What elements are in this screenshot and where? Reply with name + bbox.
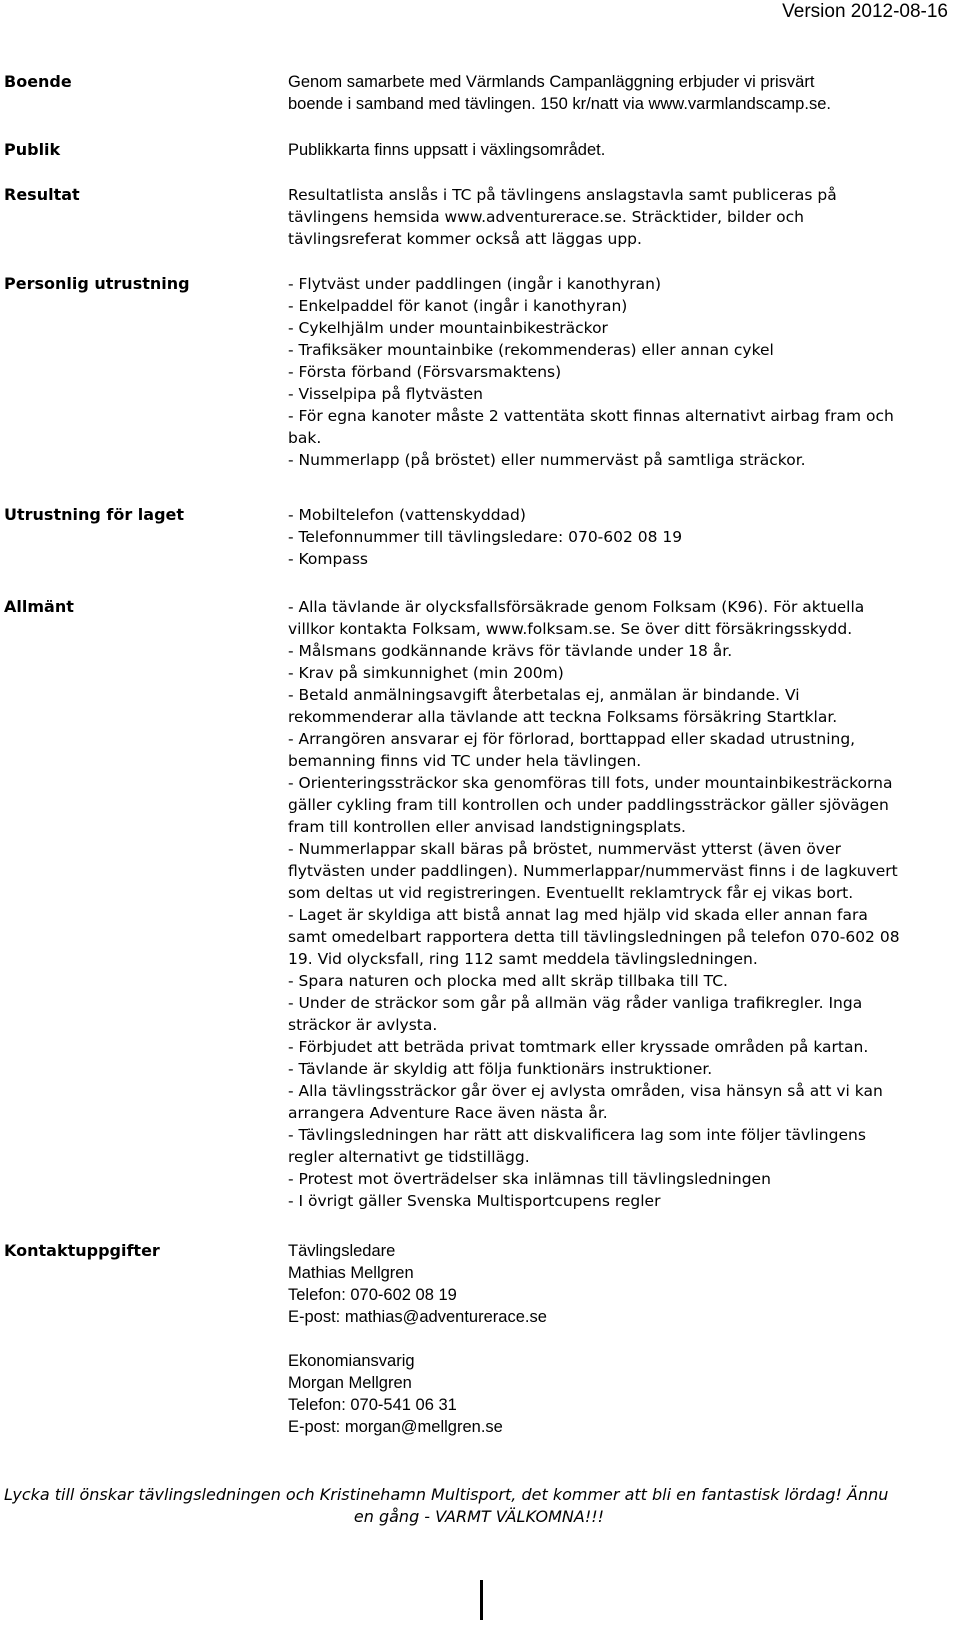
list-item: - Första förband (Försvarsmaktens): [288, 363, 562, 381]
list-item: - I övrigt gäller Svenska Multisportcupens regler: [288, 1192, 661, 1210]
contact-email-leader: E-post: mathias@adventurerace.se: [288, 1308, 547, 1326]
list-item: som deltas ut vid registreringen. Eventuellt reklamtryck får ej vikas bort.: [288, 884, 854, 902]
list-item: fram till kontrollen eller anvisad landstigningsplats.: [288, 818, 686, 836]
list-item: - Alla tävlingssträckor går över ej avlysta områden, visa hänsyn så att vi kan: [288, 1082, 883, 1100]
text-line: tävlingens hemsida www.adventurerace.se. Sträcktider, bilder och: [288, 208, 804, 226]
list-item: - Nummerlappar skall bäras på bröstet, nummerväst ytterst (även över: [288, 840, 841, 858]
list-item: - Orienteringssträckor ska genomföras till fots, under mountainbikesträckorna: [288, 774, 893, 792]
list-item: - Förbjudet att beträda privat tomtmark eller kryssade områden på kartan.: [288, 1038, 869, 1056]
section-label-boende: Boende: [4, 72, 72, 91]
section-content-kontaktuppgifter: [288, 1240, 958, 1438]
list-item: rekommenderar alla tävlande att teckna Folksams försäkring Startklar.: [288, 708, 838, 726]
section-content-resultat: [288, 184, 958, 250]
list-item: - Krav på simkunnighet (min 200m): [288, 664, 564, 682]
section-label-kontaktuppgifter: Kontaktuppgifter: [4, 1241, 160, 1260]
list-item: 19. Vid olycksfall, ring 112 samt meddela tävlingsledningen.: [288, 950, 758, 968]
section-content-boende: [288, 71, 958, 115]
contact-phone-economy: Telefon: 070-541 06 31: [288, 1396, 457, 1414]
list-item: - Enkelpaddel för kanot (ingår i kanothyran): [288, 297, 628, 315]
contact-email-economy: E-post: morgan@mellgren.se: [288, 1418, 503, 1436]
section-content-publik: [288, 139, 958, 161]
list-item: bak.: [288, 429, 322, 447]
contact-title-leader: Tävlingsledare: [288, 1242, 396, 1260]
list-item: - Cykelhjälm under mountainbikesträckor: [288, 319, 608, 337]
spacer: [288, 1328, 958, 1350]
contact-name-economy: Morgan Mellgren: [288, 1374, 412, 1392]
list-item: flytvästen under paddlingen). Nummerlappar/nummerväst finns i de lagkuvert: [288, 862, 898, 880]
list-item: sträckor är avlysta.: [288, 1016, 438, 1034]
list-item: bemanning finns vid TC under hela tävlingen.: [288, 752, 642, 770]
list-item: - Betald anmälningsavgift återbetalas ej, anmälan är bindande. Vi: [288, 686, 800, 704]
closing-message: [4, 1484, 954, 1528]
contact-phone-leader: Telefon: 070-602 08 19: [288, 1286, 457, 1304]
text-line: Genom samarbete med Värmlands Campanläggning erbjuder vi prisvärt: [288, 73, 815, 91]
section-label-allmant: Allmänt: [4, 597, 74, 616]
list-item: villkor kontakta Folksam, www.folksam.se. Se över ditt försäkringsskydd.: [288, 620, 853, 638]
list-item: - Telefonnummer till tävlingsledare: 070-602 08 19: [288, 528, 683, 546]
closing-message-line-2: en gång - VARMT VÄLKOMNA!!!: [353, 1507, 605, 1526]
list-item: arrangera Adventure Race även nästa år.: [288, 1104, 608, 1122]
list-item: - Nummerlapp (på bröstet) eller nummerväst på samtliga sträckor.: [288, 451, 806, 469]
list-item: - Målsmans godkännande krävs för tävlande under 18 år.: [288, 642, 733, 660]
closing-message-line-1: Lycka till önskar tävlingsledningen och Kristinehamn Multisport, det kommer att bli en fantastisk lördag! Ännu: [4, 1485, 889, 1504]
list-item: - Laget är skyldiga att bistå annat lag med hjälp vid skada eller annan fara: [288, 906, 868, 924]
list-item: samt omedelbart rapportera detta till tävlingsledningen på telefon 070-602 08: [288, 928, 900, 946]
list-item: gäller cykling fram till kontrollen och under paddlingssträckor gäller sjövägen: [288, 796, 889, 814]
list-item: - Arrangören ansvarar ej för förlorad, borttappad eller skadad utrustning,: [288, 730, 856, 748]
section-label-utrustning-laget: Utrustning för laget: [4, 505, 185, 524]
section-label-resultat: Resultat: [4, 185, 80, 204]
version-label: Version 2012-08-16: [782, 1, 948, 22]
contact-name-leader: Mathias Mellgren: [288, 1264, 414, 1282]
list-item: - Flytväst under paddlingen (ingår i kanothyran): [288, 275, 662, 293]
list-item: - Tävlingsledningen har rätt att diskvalificera lag som inte följer tävlingens: [288, 1126, 866, 1144]
list-item: - Kompass: [288, 550, 368, 568]
text-line: boende i samband med tävlingen. 150 kr/natt via www.varmlandscamp.se.: [288, 95, 831, 113]
list-item: - Mobiltelefon (vattenskyddad): [288, 506, 526, 524]
section-content-allmant: [288, 596, 958, 1212]
list-item: - Tävlande är skyldig att följa funktionärs instruktioner.: [288, 1060, 713, 1078]
list-item: - Trafiksäker mountainbike (rekommenderas) eller annan cykel: [288, 341, 774, 359]
list-item: - Under de sträckor som går på allmän väg råder vanliga trafikregler. Inga: [288, 994, 863, 1012]
section-content-utrustning-laget: [288, 504, 958, 570]
page-marker-bar: [480, 1580, 483, 1620]
contact-title-economy: Ekonomiansvarig: [288, 1352, 415, 1370]
section-label-personlig-utrustning: Personlig utrustning: [4, 274, 190, 293]
text-line: tävlingsreferat kommer också att läggas upp.: [288, 230, 642, 248]
list-item: - För egna kanoter måste 2 vattentäta skott finnas alternativt airbag fram och: [288, 407, 894, 425]
list-item: - Spara naturen och plocka med allt skräp tillbaka till TC.: [288, 972, 728, 990]
text-line: Resultatlista anslås i TC på tävlingens anslagstavla samt publiceras på: [288, 186, 837, 204]
section-content-personlig-utrustning: [288, 273, 958, 471]
list-item: - Protest mot överträdelser ska inlämnas till tävlingsledningen: [288, 1170, 771, 1188]
list-item: - Alla tävlande är olycksfallsförsäkrade genom Folksam (K96). För aktuella: [288, 598, 865, 616]
list-item: regler alternativt ge tidstillägg.: [288, 1148, 530, 1166]
section-label-publik: Publik: [4, 140, 61, 159]
text-line: Publikkarta finns uppsatt i växlingsområdet.: [288, 141, 606, 159]
list-item: - Visselpipa på flytvästen: [288, 385, 483, 403]
